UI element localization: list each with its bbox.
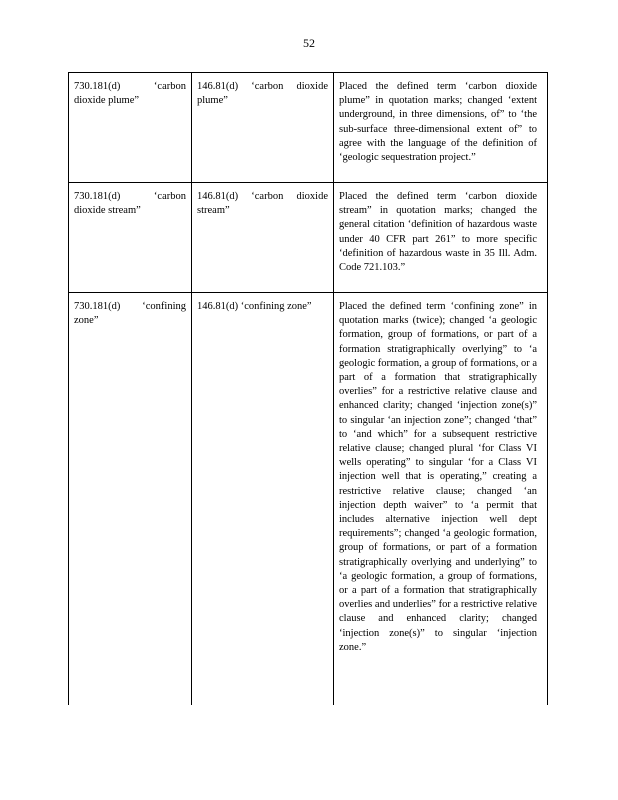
table-row <box>69 293 548 706</box>
change-description-cell: Placed the defined term ‘confining zone” in quotation marks (twice); changed ‘a geologic formation, group of formations, or part of a formation stratigraphically overlying” to ‘a geologic formation, a group of formations, or a part of a formation that stratigraphically overlies” for a restrictive relative clause and enhanced clarity; changed ‘injection zone(s)” to singular ‘an injection zone”; changed ‘that” to ‘and which” for a subsequent restrictive relative clause; changed plural ‘for Class VI wells operating” to singular ‘for a Class VI injection well that is operating,” creating a restrictive relative clause; changed ‘an injection depth waiver” to ‘a permit that includes alternative injection well dept requirements”; changed ‘a geologic formation, group of formations, or part of a formation stratigraphically overlying and underlying” to ‘a geologic formation, a group of formations, or a part of a formation that stratigraphically overlies and underlies” for a restrictive relative clause and enhanced clarity; changed ‘injection zone(s)” to singular ‘injection zone.” <box>334 293 548 706</box>
federal-section-cell: 146.81(d) ‘carbon dioxide plume” <box>192 73 334 183</box>
federal-section-cell: 146.81(d) ‘carbon dioxide stream” <box>192 183 334 293</box>
change-description-cell: Placed the defined term ‘carbon dioxide plume” in quotation marks; changed ‘extent underground, in three dimensions, of” to ‘the sub-surface three-dimensional extent of” to agree with the language of the definition of ‘geologic sequestration project.” <box>334 73 548 183</box>
federal-section-cell: 146.81(d) ‘confining zone” <box>192 293 334 706</box>
illinois-section-cell: 730.181(d) ‘carbon dioxide stream” <box>69 183 192 293</box>
table-row <box>69 73 548 183</box>
comparison-table <box>68 72 548 705</box>
page-number: 52 <box>303 36 315 50</box>
illinois-section-cell: 730.181(d) ‘confining zone” <box>69 293 192 706</box>
illinois-section-cell: 730.181(d) ‘carbon dioxide plume” <box>69 73 192 183</box>
change-description-cell: Placed the defined term ‘carbon dioxide stream” in quotation marks; changed the general citation ‘definition of hazardous waste under 40 CFR part 261” to more specific ‘definition of hazardous waste in 35 Ill. Adm. Code 721.103.” <box>334 183 548 293</box>
table-row <box>69 183 548 293</box>
